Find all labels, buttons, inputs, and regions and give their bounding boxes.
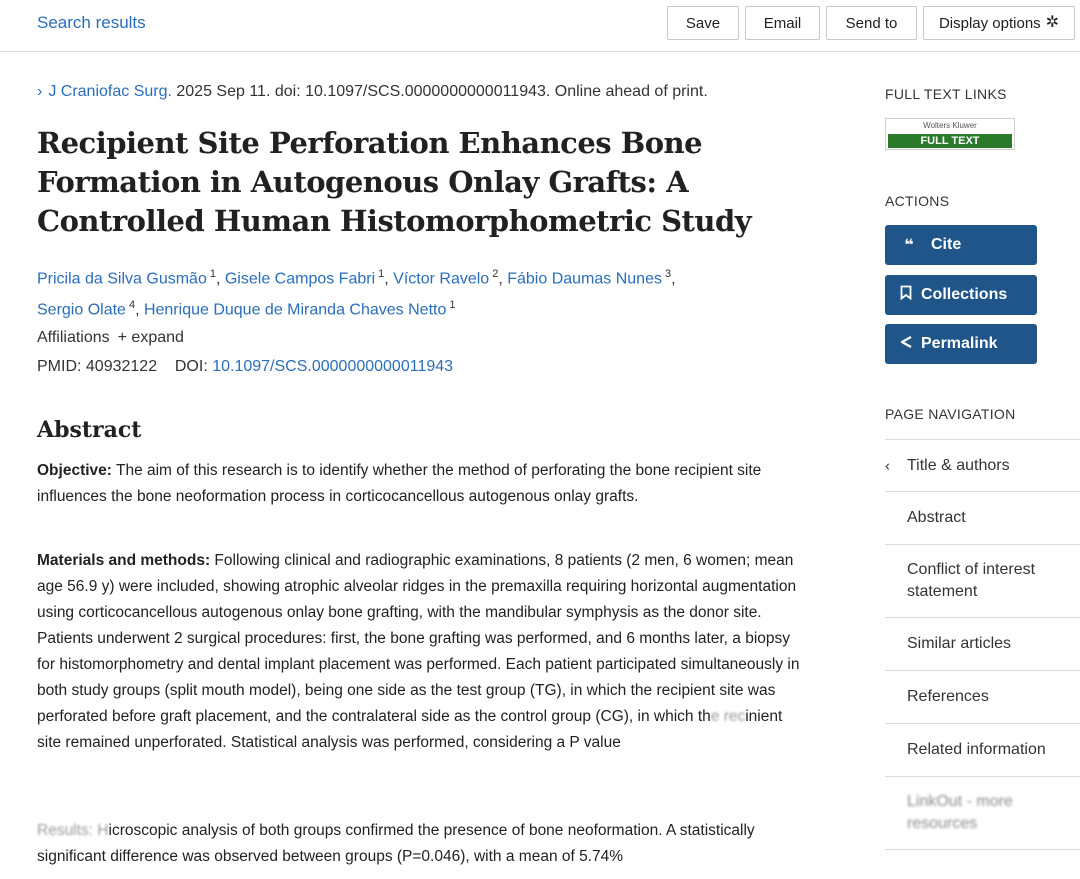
nav-item-references[interactable] <box>885 670 1080 723</box>
gear-icon: ✲ <box>1045 14 1060 31</box>
doi-link[interactable]: 10.1097/SCS.0000000000011943 <box>212 358 454 375</box>
nav-item-linkout[interactable] <box>885 776 1080 850</box>
methods-label: Materials and methods: <box>37 552 211 569</box>
author-link[interactable]: Fábio Daumas Nunes <box>507 270 662 288</box>
nav-item-related-information[interactable] <box>885 723 1080 776</box>
affiliation-number[interactable]: 2 <box>492 268 499 280</box>
publisher-logo: Wolters Kluwer <box>923 121 977 130</box>
save-button[interactable]: Save <box>667 6 739 40</box>
nav-item-label: Title & authors <box>907 456 1010 474</box>
collections-label: Collections <box>921 286 1008 303</box>
full-text-link-badge[interactable] <box>885 118 1015 150</box>
display-options-label: Display options <box>938 14 1041 32</box>
author-link[interactable]: Sergio Olate <box>37 301 126 319</box>
blurred-text: e rec <box>710 708 746 725</box>
identifiers-row <box>37 358 453 376</box>
display-options-button[interactable] <box>923 6 1075 40</box>
actions-heading: ACTIONS <box>885 193 950 209</box>
quote-icon: ❝ <box>904 237 914 254</box>
bookmark-icon <box>897 285 915 305</box>
nav-item-label: Related information <box>907 741 1046 758</box>
abstract-results <box>37 818 807 870</box>
affiliations-label: Affiliations <box>37 329 110 346</box>
nav-item-label: Abstract <box>907 509 966 526</box>
objective-label: Objective: <box>37 462 112 479</box>
citation-line <box>37 83 708 101</box>
affiliation-number[interactable]: 1 <box>378 268 385 280</box>
author-link[interactable]: Víctor Ravelo <box>393 270 490 288</box>
author-list: Pricila da Silva Gusmão $^1$, Gisele Campos Fabri $^1$, Víctor Ravelo $^2$, Fábio Daumas Nunes $^3$, Sergio Olate $^4$, Henrique Duque de Miranda Chaves Netto $^1$ <box>37 268 676 319</box>
nav-item-label: Conflict of interest statement <box>907 561 1036 600</box>
pmid-value: 40932122 <box>85 358 158 375</box>
cite-button[interactable] <box>885 225 1037 265</box>
author-link[interactable]: Gisele Campos Fabri <box>224 270 376 288</box>
article-title: Recipient Site Perforation Enhances Bone Formation in Autogenous Onlay Grafts: A Controlled Human Histomorphometric Study <box>37 126 752 238</box>
methods-text-tail: inient site remained unperforated. Statistical analysis was performed, considering a P value <box>37 708 783 751</box>
abstract-objective <box>37 458 807 510</box>
abstract-heading: Abstract <box>37 417 142 443</box>
top-bar <box>0 0 1080 52</box>
affiliation-number[interactable]: 1 <box>449 299 456 312</box>
full-text-links-heading: FULL TEXT LINKS <box>885 86 1007 102</box>
share-icon <box>897 335 915 354</box>
author-link[interactable]: Pricila da Silva Gusmão <box>37 270 207 288</box>
chevron-right-icon[interactable]: › <box>37 83 43 100</box>
nav-item-label: LinkOut - more resources <box>907 793 1013 832</box>
nav-item-similar-articles[interactable] <box>885 617 1080 670</box>
nav-item-abstract[interactable] <box>885 491 1080 544</box>
page-navigation-list <box>885 439 1080 850</box>
methods-text: Following clinical and radiographic examinations, 8 patients (2 men, 6 women; mean age 56.9 y) were included, showing atrophic alveolar ridges in the premaxilla requiring horizontal augmentation using corticocancellous autogenous onlay bone grafting, with the mandibular symphysis as the donor site. Patients underwent 2 surgical procedures: first, the bone grafting was performed, and 6 months later, a biopsy for histomorphometry and dental implant placement was performed. Each patient participated simultaneously in both study groups (split mouth model), being one side as the test group (TG), in which the recipient site was perforated before graft placement, and the contralateral side as the control group (CG), in which th <box>37 552 800 725</box>
objective-text: The aim of this research is to identify whether the method of perforating the bone recipient site influences the bone neoformation process in corticocancellous autogenous onlay grafts. <box>37 462 762 505</box>
pmid-label: PMID: <box>37 358 82 375</box>
chevron-left-icon: ‹ <box>885 457 890 474</box>
abstract-methods <box>37 548 807 756</box>
affiliations-row <box>37 329 184 347</box>
nav-item-conflict-of-interest[interactable] <box>885 544 1080 617</box>
search-results-link[interactable]: Search results <box>37 13 146 32</box>
permalink-button[interactable] <box>885 324 1037 364</box>
citation-details: 2025 Sep 11. doi: 10.1097/SCS.0000000000011943. Online ahead of print. <box>171 83 708 100</box>
nav-item-title-authors[interactable] <box>885 439 1080 491</box>
nav-item-label: Similar articles <box>907 635 1012 652</box>
journal-link[interactable]: J Craniofac Surg. <box>48 83 172 100</box>
affiliation-number[interactable]: 3 <box>664 268 672 280</box>
results-text: icroscopic analysis of both groups confirmed the presence of bone neoformation. A statistically significant difference was observed between groups (P=0.046), with a mean of 5.74% <box>37 822 755 865</box>
nav-item-label: References <box>907 688 989 705</box>
affiliation-number[interactable]: 4 <box>128 299 136 312</box>
blurred-text: Results: H <box>37 822 109 839</box>
email-button[interactable]: Email <box>745 6 820 40</box>
cite-label: Cite <box>931 236 962 253</box>
permalink-label: Permalink <box>921 335 998 352</box>
author-link[interactable]: Henrique Duque de Miranda Chaves Netto <box>143 301 447 319</box>
full-text-label: FULL TEXT <box>888 134 1012 148</box>
affiliation-number[interactable]: 1 <box>209 268 216 280</box>
page-navigation-heading: PAGE NAVIGATION <box>885 406 1016 422</box>
affiliations-expand-toggle[interactable]: + expand <box>117 329 184 346</box>
collections-button[interactable] <box>885 275 1037 315</box>
doi-label: DOI: <box>174 358 208 375</box>
send-to-button[interactable]: Send to <box>826 6 917 40</box>
